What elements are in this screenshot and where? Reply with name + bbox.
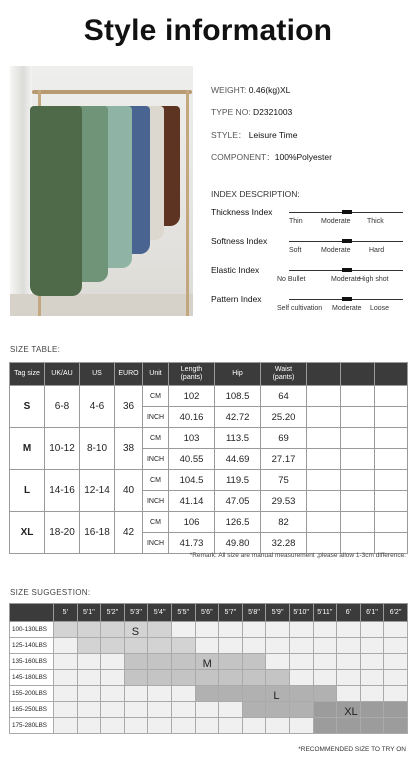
suggestion-cell (266, 654, 290, 670)
spec-value: 100%Polyester (274, 152, 332, 162)
suggestion-cell (54, 670, 78, 686)
size-tag-cell: M (10, 428, 45, 470)
size-value-cell: 104.5 (169, 470, 215, 491)
suggestion-cell (266, 638, 290, 654)
index-option: Hard (369, 247, 385, 254)
weight-label-cell: 135-160LBS (10, 654, 54, 670)
suggestion-cell (313, 718, 337, 734)
suggestion-cell (337, 622, 361, 638)
index-option: Moderate (332, 305, 362, 312)
height-header-cell: 5'6'' (195, 604, 219, 622)
weight-label-cell: 145-180LBS (10, 670, 54, 686)
size-table-row (10, 470, 408, 491)
suggestion-cell (384, 670, 408, 686)
suggestion-cell (289, 654, 313, 670)
weight-label-cell: 125-140LBS (10, 638, 54, 654)
size-tag-cell: L (10, 470, 45, 512)
suggestion-cell (195, 670, 219, 686)
suggestion-row (10, 638, 408, 654)
suggestion-cell (77, 686, 101, 702)
suggestion-cell (171, 702, 195, 718)
size-table (9, 362, 408, 554)
suggestion-cell (124, 654, 148, 670)
suggestion-cell (77, 654, 101, 670)
height-header-cell: 5'10'' (289, 604, 313, 622)
size-uk-cell: 18-20 (45, 512, 80, 554)
size-empty-cell (375, 491, 408, 512)
size-value-cell: 44.69 (215, 449, 261, 470)
height-header-cell: 5'9'' (266, 604, 290, 622)
suggestion-cell (313, 702, 337, 718)
size-value-cell: INCH (143, 491, 169, 512)
size-value-cell: 27.17 (261, 449, 307, 470)
suggestion-cell (289, 702, 313, 718)
weight-label-cell: 175-280LBS (10, 718, 54, 734)
suggestion-cell (148, 670, 172, 686)
suggestion-cell (54, 686, 78, 702)
curtain (10, 66, 32, 316)
suggestion-cell (171, 718, 195, 734)
suggestion-cell (266, 718, 290, 734)
suggestion-cell (148, 622, 172, 638)
index-name: Thickness Index (211, 207, 273, 217)
index-row (211, 294, 407, 324)
suggestion-cell (384, 702, 408, 718)
suggestion-cell (219, 686, 243, 702)
size-value-cell: 119.5 (215, 470, 261, 491)
size-empty-cell (341, 491, 375, 512)
clothes-rack (32, 90, 192, 94)
size-empty-cell (341, 386, 375, 407)
suggestion-cell (360, 670, 384, 686)
size-suggestion-label: L (273, 690, 280, 702)
spec-value: 0.46(kg)XL (248, 85, 291, 95)
size-empty-cell (307, 407, 341, 428)
suggestion-cell (171, 622, 195, 638)
size-empty-cell (375, 512, 408, 533)
spec-row (211, 151, 332, 163)
index-row (211, 265, 407, 295)
size-uk-cell: 14-16 (45, 470, 80, 512)
height-header-cell: 5'1'' (77, 604, 101, 622)
size-value-cell: INCH (143, 533, 169, 554)
size-us-cell: 12-14 (80, 470, 115, 512)
suggestion-cell (242, 654, 266, 670)
recommend-note: *RECOMMENDED SIZE TO TRY ON (298, 746, 406, 753)
suggestion-cell (77, 718, 101, 734)
size-value-cell: 126.5 (215, 512, 261, 533)
size-header-cell (307, 363, 341, 386)
index-name: Pattern Index (211, 294, 262, 304)
index-name: Softness Index (211, 236, 268, 246)
suggestion-cell (124, 702, 148, 718)
suggestion-cell (54, 622, 78, 638)
size-empty-cell (375, 386, 408, 407)
index-name: Elastic Index (211, 265, 260, 275)
size-header-cell: UK/AU (45, 363, 80, 386)
size-value-cell: 41.73 (169, 533, 215, 554)
index-option: Moderate (331, 276, 361, 283)
size-suggestion-label: XL (344, 706, 358, 718)
size-value-cell: CM (143, 428, 169, 449)
size-header-cell: Waist (pants) (261, 363, 307, 386)
size-tag-cell: XL (10, 512, 45, 554)
size-us-cell: 8-10 (80, 428, 115, 470)
suggestion-cell (242, 718, 266, 734)
size-empty-cell (307, 533, 341, 554)
suggestion-cell (242, 702, 266, 718)
suggestion-cell (124, 686, 148, 702)
height-header-cell: 5'5'' (171, 604, 195, 622)
suggestion-cell (289, 638, 313, 654)
spec-row (211, 85, 290, 95)
index-option: Moderate (321, 218, 351, 225)
size-header-cell: US (80, 363, 115, 386)
weight-label-cell: 155-200LBS (10, 686, 54, 702)
index-option: Soft (289, 247, 302, 254)
suggestion-cell (337, 638, 361, 654)
height-header-cell: 5'7'' (219, 604, 243, 622)
size-empty-cell (307, 491, 341, 512)
suggestion-cell (101, 718, 125, 734)
suggestion-cell (219, 670, 243, 686)
size-empty-cell (341, 470, 375, 491)
size-empty-cell (307, 470, 341, 491)
suggestion-cell (266, 702, 290, 718)
index-marker (342, 239, 352, 243)
size-suggestion-label: M (202, 658, 212, 670)
height-header-cell: 5' (54, 604, 78, 622)
suggestion-cell (54, 702, 78, 718)
suggestion-row (10, 718, 408, 734)
suggestion-cell (242, 622, 266, 638)
index-option: High shot (359, 276, 389, 283)
suggestion-cell (384, 638, 408, 654)
index-option: Self cultivation (277, 305, 323, 312)
suggestion-cell (124, 638, 148, 654)
size-header-cell: Length (pants) (169, 363, 215, 386)
suggestion-cell (313, 654, 337, 670)
size-header-cell: Unit (143, 363, 169, 386)
suggestion-cell (195, 702, 219, 718)
index-option: Moderate (321, 247, 351, 254)
size-suggestion-title: SIZE SUGGESTION: (10, 588, 91, 597)
suggestion-cell (266, 622, 290, 638)
size-value-cell: INCH (143, 449, 169, 470)
suggestion-cell (148, 718, 172, 734)
suggestion-cell (148, 686, 172, 702)
size-euro-cell: 42 (115, 512, 143, 554)
suggestion-cell (289, 718, 313, 734)
size-empty-cell (375, 533, 408, 554)
height-header-cell: 5'4'' (148, 604, 172, 622)
suggestion-cell (54, 638, 78, 654)
size-value-cell: 103 (169, 428, 215, 449)
size-uk-cell: 6-8 (45, 386, 80, 428)
rack-leg (186, 90, 189, 316)
suggestion-row (10, 622, 408, 638)
suggestion-cell (219, 638, 243, 654)
size-value-cell: 64 (261, 386, 307, 407)
suggestion-cell (289, 686, 313, 702)
height-header-cell: 5'8'' (242, 604, 266, 622)
suggestion-cell (195, 686, 219, 702)
size-tag-cell: S (10, 386, 45, 428)
suggestion-cell (360, 654, 384, 670)
spec-row (211, 129, 297, 141)
size-value-cell: 75 (261, 470, 307, 491)
product-photo (10, 66, 193, 316)
weight-label-cell: 165-250LBS (10, 702, 54, 718)
size-value-cell: 29.53 (261, 491, 307, 512)
size-empty-cell (341, 512, 375, 533)
suggestion-cell (171, 638, 195, 654)
suggestion-cell (337, 686, 361, 702)
size-empty-cell (307, 449, 341, 470)
suggestion-cell (195, 638, 219, 654)
size-empty-cell (375, 428, 408, 449)
size-empty-cell (375, 449, 408, 470)
suggestion-cell (384, 622, 408, 638)
size-value-cell: INCH (143, 407, 169, 428)
size-value-cell: 32.28 (261, 533, 307, 554)
suggestion-cell (313, 670, 337, 686)
suggestion-cell (360, 638, 384, 654)
suggestion-row (10, 670, 408, 686)
size-suggestion-label: S (131, 626, 140, 638)
size-table-row (10, 512, 408, 533)
suggestion-cell (101, 622, 125, 638)
suggestion-cell (242, 638, 266, 654)
suggestion-cell (171, 686, 195, 702)
suggestion-cell (101, 638, 125, 654)
suggestion-cell (242, 686, 266, 702)
size-empty-cell (307, 428, 341, 449)
size-euro-cell: 38 (115, 428, 143, 470)
suggestion-cell (77, 670, 101, 686)
size-value-cell: 108.5 (215, 386, 261, 407)
suggestion-cell (195, 718, 219, 734)
size-value-cell: 40.55 (169, 449, 215, 470)
index-marker (342, 210, 352, 214)
size-header-cell: Tag size (10, 363, 45, 386)
suggestion-cell (77, 622, 101, 638)
size-empty-cell (307, 386, 341, 407)
height-header-cell: 5'2'' (101, 604, 125, 622)
suggestion-cell (219, 622, 243, 638)
suggestion-cell (384, 686, 408, 702)
size-value-cell: CM (143, 386, 169, 407)
suggestion-cell (54, 654, 78, 670)
index-option: Thick (367, 218, 384, 225)
suggestion-cell (101, 702, 125, 718)
size-euro-cell: 40 (115, 470, 143, 512)
index-option: No Bullet (277, 276, 306, 283)
spec-value: Leisure Time (248, 130, 298, 140)
suggestion-cell (148, 654, 172, 670)
pant-1 (30, 106, 82, 296)
size-empty-cell (375, 407, 408, 428)
height-header-cell: 6'2'' (384, 604, 408, 622)
size-table-title: SIZE TABLE: (10, 345, 61, 354)
remark: *Remark: All size are manual measurement ,please allow 1-3cm difference. (189, 552, 406, 559)
suggestion-cell (54, 718, 78, 734)
size-header-cell: Hip (215, 363, 261, 386)
size-empty-cell (341, 449, 375, 470)
suggestion-cell (360, 686, 384, 702)
size-empty-cell (341, 407, 375, 428)
index-description-title: INDEX DESCRIPTION: (211, 189, 300, 199)
suggestion-cell (219, 702, 243, 718)
size-empty-cell (307, 512, 341, 533)
size-value-cell: 113.5 (215, 428, 261, 449)
suggestion-cell (171, 670, 195, 686)
size-value-cell: CM (143, 470, 169, 491)
index-option: Loose (370, 305, 390, 312)
spec-label: COMPONENT： (211, 152, 275, 162)
suggestion-cell (219, 718, 243, 734)
size-empty-cell (341, 428, 375, 449)
height-header-cell: 6' (337, 604, 361, 622)
size-value-cell: 47.05 (215, 491, 261, 512)
suggestion-cell (124, 670, 148, 686)
size-empty-cell (341, 533, 375, 554)
index-marker (342, 268, 352, 272)
suggestion-cell (101, 654, 125, 670)
spec-value: D2321003 (253, 107, 293, 117)
size-us-cell: 16-18 (80, 512, 115, 554)
suggestion-corner-cell (10, 604, 54, 622)
index-row (211, 207, 407, 237)
suggestion-cell (219, 654, 243, 670)
suggestion-cell (266, 670, 290, 686)
suggestion-cell (360, 718, 384, 734)
height-header-cell: 6'1'' (360, 604, 384, 622)
suggestion-cell (313, 622, 337, 638)
spec-row (211, 107, 292, 117)
size-value-cell: 69 (261, 428, 307, 449)
size-value-cell: 25.20 (261, 407, 307, 428)
suggestion-cell (77, 702, 101, 718)
index-option: Thin (289, 218, 303, 225)
size-value-cell: 106 (169, 512, 215, 533)
suggestion-cell (77, 638, 101, 654)
size-value-cell: 40.16 (169, 407, 215, 428)
spec-label: WEIGHT: (211, 85, 249, 95)
size-header-cell: EURO (115, 363, 143, 386)
suggestion-cell (384, 718, 408, 734)
size-value-cell: 42.72 (215, 407, 261, 428)
size-table-row (10, 386, 408, 407)
size-value-cell: CM (143, 512, 169, 533)
size-header-cell (375, 363, 408, 386)
size-uk-cell: 10-12 (45, 428, 80, 470)
size-value-cell: 41.14 (169, 491, 215, 512)
size-header-cell (341, 363, 375, 386)
suggestion-cell (360, 702, 384, 718)
height-header-cell: 5'11'' (313, 604, 337, 622)
suggestion-cell (360, 622, 384, 638)
suggestion-cell (337, 718, 361, 734)
suggestion-cell (289, 622, 313, 638)
suggestion-cell (101, 686, 125, 702)
suggestion-cell (124, 718, 148, 734)
spec-label: TYPE NO: (211, 107, 254, 117)
weight-label-cell: 100-130LBS (10, 622, 54, 638)
height-header-cell: 5'3'' (124, 604, 148, 622)
index-marker (342, 297, 352, 301)
size-euro-cell: 36 (115, 386, 143, 428)
size-value-cell: 49.80 (215, 533, 261, 554)
index-row (211, 236, 407, 266)
suggestion-cell (242, 670, 266, 686)
suggestion-cell (171, 654, 195, 670)
size-value-cell: 82 (261, 512, 307, 533)
suggestion-cell (195, 622, 219, 638)
page-title: Style information (83, 14, 333, 47)
suggestion-row (10, 686, 408, 702)
suggestion-cell (148, 638, 172, 654)
size-empty-cell (375, 470, 408, 491)
suggestion-cell (101, 670, 125, 686)
size-us-cell: 4-6 (80, 386, 115, 428)
suggestion-cell (337, 670, 361, 686)
size-table-row (10, 428, 408, 449)
suggestion-cell (384, 654, 408, 670)
suggestion-cell (313, 686, 337, 702)
suggestion-cell (148, 702, 172, 718)
suggestion-cell (289, 670, 313, 686)
spec-label: STYLE： (211, 130, 249, 140)
suggestion-cell (313, 638, 337, 654)
size-value-cell: 102 (169, 386, 215, 407)
suggestion-cell (337, 654, 361, 670)
